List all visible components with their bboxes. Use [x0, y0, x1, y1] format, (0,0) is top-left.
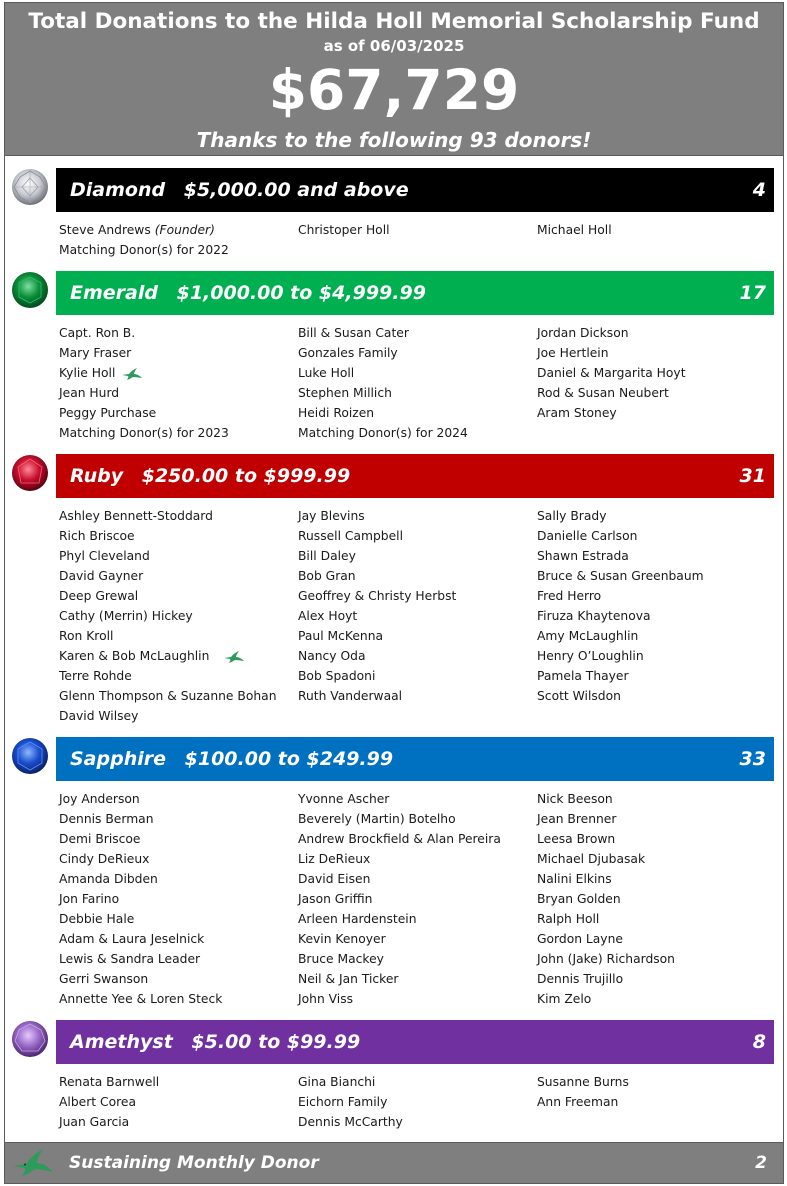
- donor-name: Glenn Thompson & Suzanne Bohan: [59, 689, 277, 703]
- donor-name: Matching Donor(s) for 2023: [59, 426, 229, 440]
- donor-name: Beverely (Martin) Botelho: [298, 812, 456, 826]
- donor-name: Pamela Thayer: [537, 669, 629, 683]
- donor-name: Kevin Kenoyer: [298, 932, 386, 946]
- tier-range: $1,000.00 to $4,999.99: [176, 282, 426, 304]
- donor-name: Fred Herro: [537, 589, 602, 603]
- donor-name: John (Jake) Richardson: [537, 952, 675, 966]
- donor-name: Mary Fraser: [59, 346, 132, 360]
- donor-name: Dennis McCarthy: [298, 1115, 403, 1129]
- tier-range: $100.00 to $249.99: [184, 748, 394, 770]
- donor-name: Ralph Holl: [537, 912, 600, 926]
- donor-name: Matching Donor(s) for 2024: [298, 426, 468, 440]
- donor-name: Amy McLaughlin: [537, 629, 639, 643]
- donor-name: Demi Briscoe: [59, 832, 141, 846]
- total-amount: $67,729: [268, 58, 520, 122]
- donor-name: David Gayner: [59, 569, 144, 583]
- donor-name: Michael Holl: [537, 223, 612, 237]
- tier-bar-ruby: [56, 454, 774, 498]
- donor-name: Annette Yee & Loren Steck: [59, 992, 223, 1006]
- hummingbird-icon: [11, 1147, 55, 1179]
- tier-name: Ruby: [70, 465, 124, 487]
- donor-name: Dennis Trujillo: [537, 972, 624, 986]
- sustaining-donor-count: 2: [755, 1153, 767, 1173]
- tier-bar-diamond: [56, 168, 774, 212]
- tier-name: Emerald: [70, 282, 158, 304]
- donor-name: Renata Barnwell: [59, 1075, 160, 1089]
- donor-name: Joy Anderson: [59, 792, 140, 806]
- donor-name: Scott Wilsdon: [537, 689, 621, 703]
- tier-count: 4: [752, 179, 766, 201]
- donor-name: Gonzales Family: [298, 346, 398, 360]
- donor-name: Matching Donor(s) for 2022: [59, 243, 229, 257]
- donor-name: Dennis Berman: [59, 812, 154, 826]
- donor-name: John Viss: [298, 992, 354, 1006]
- tier-bar-emerald: [56, 271, 774, 315]
- donor-name: Alex Hoyt: [298, 609, 358, 623]
- tier-name: Amethyst: [70, 1031, 173, 1053]
- donor-name: Arleen Hardenstein: [298, 912, 417, 926]
- donor-name: Ron Kroll: [59, 629, 114, 643]
- donor-name: Rich Briscoe: [59, 529, 135, 543]
- tier-name: Diamond: [70, 179, 166, 201]
- donor-name: Firuza Khaytenova: [537, 609, 651, 623]
- as-of-date: as of 06/03/2025: [323, 37, 465, 55]
- donor-name: Gina Bianchi: [298, 1075, 376, 1089]
- hummingbird-icon: [223, 649, 245, 665]
- donor-name: Eichorn Family: [298, 1095, 388, 1109]
- donor-name: Bryan Golden: [537, 892, 621, 906]
- donor-name: Jay Blevins: [298, 509, 365, 523]
- founder-note: (Founder): [154, 223, 215, 237]
- donor-name: Cindy DeRieux: [59, 852, 150, 866]
- donor-name: Jon Farino: [59, 892, 120, 906]
- donor-name: Phyl Cleveland: [59, 549, 150, 563]
- sustaining-donor-bar: [5, 1142, 783, 1183]
- tier-count: 31: [739, 465, 766, 487]
- donor-name: Luke Holl: [298, 366, 355, 380]
- donor-name: Sally Brady: [537, 509, 607, 523]
- donor-name: Bruce & Susan Greenbaum: [537, 569, 704, 583]
- donor-name: Bob Spadoni: [298, 669, 376, 683]
- donor-name: Geoffrey & Christy Herbst: [298, 589, 457, 603]
- donor-name: Kylie Holl: [59, 363, 143, 383]
- amethyst-icon: [11, 1020, 49, 1058]
- donor-name: Ruth Vanderwaal: [298, 689, 403, 703]
- donor-name: Deep Grewal: [59, 589, 139, 603]
- donor-name: Andrew Brockfield & Alan Pereira: [298, 832, 501, 846]
- donor-name: Liz DeRieux: [298, 852, 371, 866]
- donor-name: Debbie Hale: [59, 912, 135, 926]
- donor-name: Bill Daley: [298, 549, 356, 563]
- donor-name: Jean Hurd: [59, 386, 120, 400]
- tier-count: 17: [739, 282, 766, 304]
- sapphire-icon: [11, 737, 49, 775]
- ruby-icon: [11, 454, 49, 492]
- donor-name: Albert Corea: [59, 1095, 136, 1109]
- donor-name: Peggy Purchase: [59, 406, 157, 420]
- donor-name: Ann Freeman: [537, 1095, 619, 1109]
- donor-name: Amanda Dibden: [59, 872, 158, 886]
- donor-name: Nancy Oda: [298, 649, 366, 663]
- emerald-icon: [11, 271, 49, 309]
- donor-page: [4, 2, 784, 1184]
- donor-name: Danielle Carlson: [537, 529, 638, 543]
- donor-name: Aram Stoney: [537, 406, 617, 420]
- donor-name: Paul McKenna: [298, 629, 384, 643]
- donor-name: Capt. Ron B.: [59, 326, 136, 340]
- donor-name: Steve Andrews (Founder): [59, 223, 215, 237]
- donor-name: Neil & Jan Ticker: [298, 972, 399, 986]
- donor-name: Daniel & Margarita Hoyt: [537, 366, 686, 380]
- donor-name: Lewis & Sandra Leader: [59, 952, 201, 966]
- tier-range: $250.00 to $999.99: [141, 465, 351, 487]
- donor-name: Michael Djubasak: [537, 852, 646, 866]
- tier-count: 33: [739, 748, 766, 770]
- donor-name: Nalini Elkins: [537, 872, 612, 886]
- donor-name: Juan Garcia: [59, 1115, 130, 1129]
- donor-name: Shawn Estrada: [537, 549, 629, 563]
- donor-name: Karen & Bob McLaughlin: [59, 646, 245, 666]
- donor-name: Jordan Dickson: [537, 326, 629, 340]
- donor-name: Ashley Bennett-Stoddard: [59, 509, 213, 523]
- diamond-icon: [11, 168, 49, 206]
- hummingbird-icon: [121, 366, 143, 382]
- tier-bar-amethyst: [56, 1020, 774, 1064]
- tier-name: Sapphire: [70, 748, 167, 770]
- donor-name: Leesa Brown: [537, 832, 616, 846]
- donor-name: Jason Griffin: [298, 892, 373, 906]
- tier-range: $5.00 to $99.99: [191, 1031, 361, 1053]
- donor-name: Gordon Layne: [537, 932, 623, 946]
- donor-name: Terre Rohde: [59, 669, 132, 683]
- donor-name: Susanne Burns: [537, 1075, 629, 1089]
- donor-name: Gerri Swanson: [59, 972, 149, 986]
- donor-name: Kim Zelo: [537, 992, 592, 1006]
- donor-name: Russell Campbell: [298, 529, 404, 543]
- donor-name: David Wilsey: [59, 709, 139, 723]
- thanks-line: Thanks to the following 93 donors!: [196, 128, 592, 152]
- tier-bar-sapphire: [56, 737, 774, 781]
- donor-name: Stephen Millich: [298, 386, 392, 400]
- donor-name: David Eisen: [298, 872, 371, 886]
- donor-name: Henry O’Loughlin: [537, 649, 644, 663]
- donor-name: Nick Beeson: [537, 792, 613, 806]
- tier-count: 8: [752, 1031, 766, 1053]
- header: [5, 3, 783, 156]
- donor-name: Jean Brenner: [537, 812, 617, 826]
- donor-name: Heidi Roizen: [298, 406, 375, 420]
- donor-name: Adam & Laura Jeselnick: [59, 932, 205, 946]
- donor-name: Bruce Mackey: [298, 952, 384, 966]
- donor-name: Cathy (Merrin) Hickey: [59, 609, 193, 623]
- donor-name: Bob Gran: [298, 569, 356, 583]
- donor-name: Rod & Susan Neubert: [537, 386, 669, 400]
- donor-name: Christoper Holl: [298, 223, 390, 237]
- page-title: Total Donations to the Hilda Holl Memorial Scholarship Fund: [28, 9, 760, 34]
- donor-name: Yvonne Ascher: [298, 792, 390, 806]
- sustaining-donor-label: Sustaining Monthly Donor: [69, 1153, 319, 1173]
- donor-name: Joe Hertlein: [537, 346, 609, 360]
- donor-name: Bill & Susan Cater: [298, 326, 409, 340]
- tier-range: $5,000.00 and above: [183, 179, 409, 201]
